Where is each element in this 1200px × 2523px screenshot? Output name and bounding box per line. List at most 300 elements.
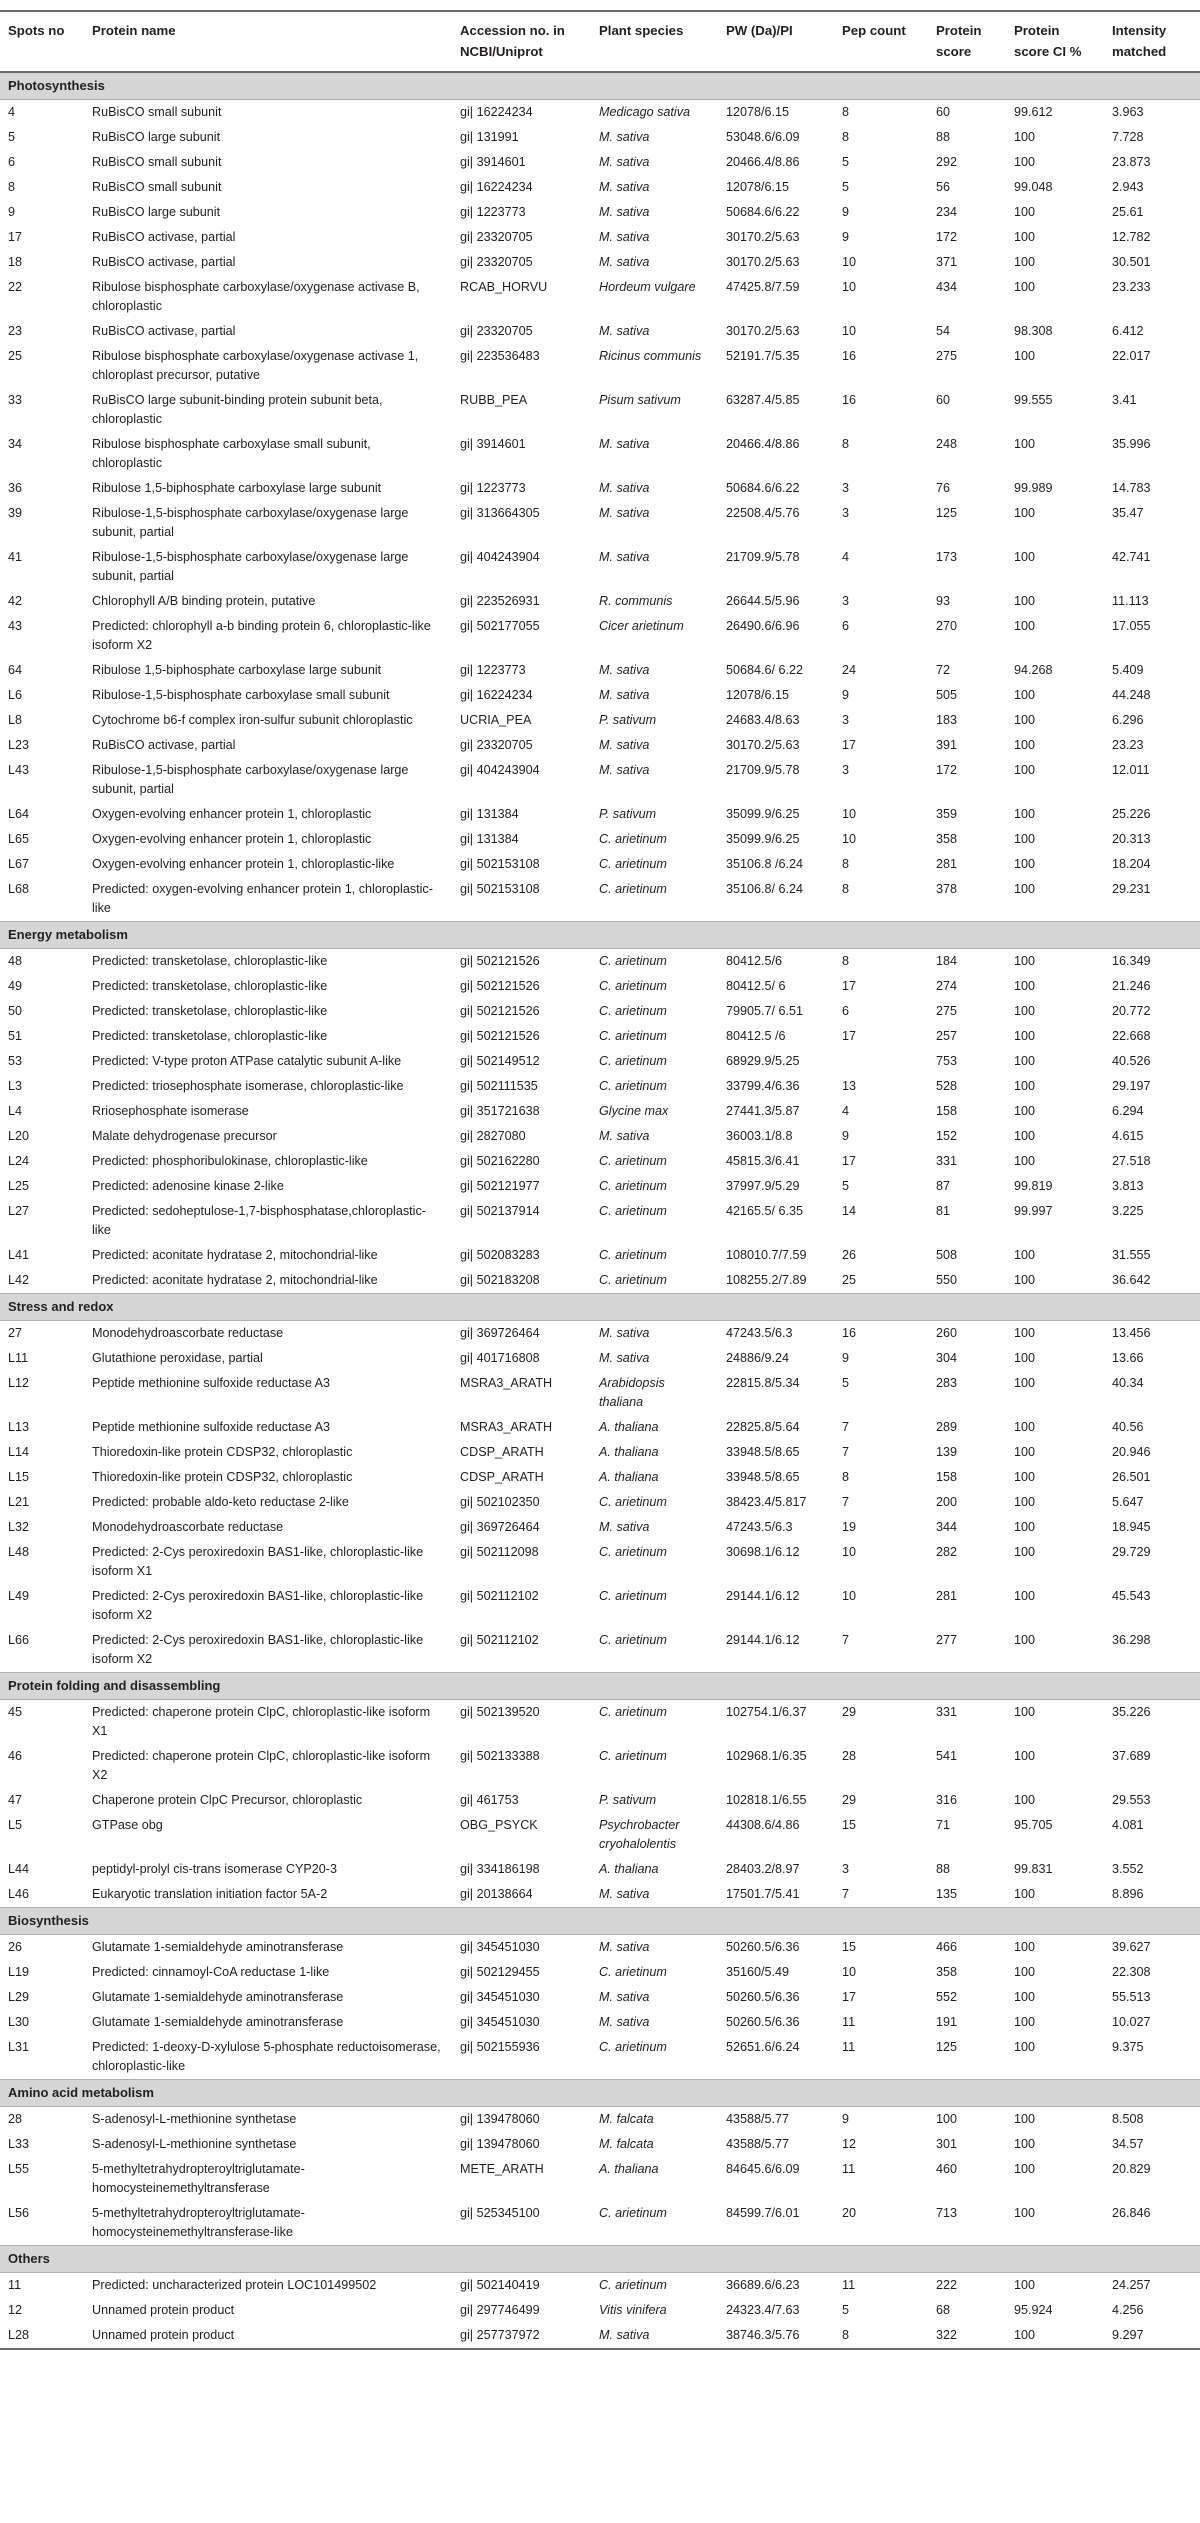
cell-accession: RCAB_HORVU bbox=[460, 280, 548, 294]
cell-spot-no: 12 bbox=[8, 2303, 23, 2317]
cell-pep-count: 11 bbox=[842, 2278, 856, 2292]
cell-score-ci: 100 bbox=[1014, 1990, 1036, 2004]
cell-protein-score: 72 bbox=[936, 663, 951, 677]
cell-intensity: 42.741 bbox=[1112, 550, 1151, 564]
cell-score-ci: 100 bbox=[1014, 1004, 1036, 1018]
cell-pep-count: 8 bbox=[842, 1470, 850, 1484]
cell-protein-score: 183 bbox=[936, 713, 958, 727]
cell-protein-name: Ribulose 1,5-biphosphate carboxylase large subunit bbox=[92, 481, 382, 495]
cell-accession: gi| 351721638 bbox=[460, 1104, 540, 1118]
table-row bbox=[0, 1584, 1200, 1628]
cell-score-ci: 100 bbox=[1014, 1705, 1036, 1719]
cell-score-ci: 100 bbox=[1014, 280, 1036, 294]
cell-protein-name: Predicted: transketolase, chloroplastic-like bbox=[92, 954, 328, 968]
cell-spot-no: L48 bbox=[8, 1545, 30, 1559]
cell-score-ci: 100 bbox=[1014, 2137, 1036, 2151]
cell-pw-pi: 47243.5/6.3 bbox=[726, 1326, 793, 1340]
table-row bbox=[0, 344, 1200, 388]
cell-score-ci: 95.924 bbox=[1014, 2303, 1053, 2317]
cell-protein-score: 173 bbox=[936, 550, 958, 564]
cell-spot-no: L67 bbox=[8, 857, 30, 871]
cell-pw-pi: 30170.2/5.63 bbox=[726, 230, 800, 244]
cell-accession: gi| 404243904 bbox=[460, 763, 540, 777]
cell-plant-species: C. arietinum bbox=[599, 1179, 667, 1193]
cell-plant-species: C. arietinum bbox=[599, 1248, 667, 1262]
cell-plant-species: M. sativa bbox=[599, 437, 650, 451]
cell-intensity: 26.846 bbox=[1112, 2206, 1151, 2220]
cell-pep-count: 14 bbox=[842, 1204, 857, 1218]
cell-score-ci: 100 bbox=[1014, 1326, 1036, 1340]
cell-spot-no: L14 bbox=[8, 1445, 30, 1459]
cell-protein-score: 191 bbox=[936, 2015, 958, 2029]
cell-accession: gi| 502121977 bbox=[460, 1179, 540, 1193]
cell-protein-score: 331 bbox=[936, 1154, 958, 1168]
table-body bbox=[0, 72, 1200, 2349]
cell-pw-pi: 24683.4/8.63 bbox=[726, 713, 800, 727]
cell-pep-count: 6 bbox=[842, 1004, 850, 1018]
section-row bbox=[0, 1673, 1200, 1700]
cell-score-ci: 100 bbox=[1014, 1445, 1036, 1459]
cell-pw-pi: 50260.5/6.36 bbox=[726, 2015, 800, 2029]
section-row bbox=[0, 72, 1200, 100]
cell-spot-no: L29 bbox=[8, 1990, 30, 2004]
table-row bbox=[0, 658, 1200, 683]
cell-protein-score: 275 bbox=[936, 349, 958, 363]
section-title: Others bbox=[0, 2246, 1200, 2273]
cell-pep-count: 4 bbox=[842, 1104, 850, 1118]
cell-protein-name: Thioredoxin-like protein CDSP32, chloroplastic bbox=[92, 1445, 353, 1459]
cell-protein-score: 158 bbox=[936, 1104, 958, 1118]
cell-pep-count: 8 bbox=[842, 437, 850, 451]
cell-plant-species: M. sativa bbox=[599, 481, 650, 495]
cell-accession: MSRA3_ARATH bbox=[460, 1420, 553, 1434]
cell-protein-score: 434 bbox=[936, 280, 958, 294]
cell-protein-name: Rriosephosphate isomerase bbox=[92, 1104, 249, 1118]
cell-score-ci: 100 bbox=[1014, 205, 1036, 219]
cell-protein-name: Predicted: uncharacterized protein LOC101499502 bbox=[92, 2278, 377, 2292]
cell-protein-name: Malate dehydrogenase precursor bbox=[92, 1129, 277, 1143]
cell-spot-no: 45 bbox=[8, 1705, 23, 1719]
table-row bbox=[0, 877, 1200, 922]
cell-protein-score: 371 bbox=[936, 255, 958, 269]
cell-protein-name: Monodehydroascorbate reductase bbox=[92, 1520, 284, 1534]
table-row bbox=[0, 1935, 1200, 1961]
cell-pep-count: 3 bbox=[842, 506, 850, 520]
cell-protein-name: RuBisCO activase, partial bbox=[92, 324, 236, 338]
cell-protein-score: 550 bbox=[936, 1273, 958, 1287]
cell-intensity: 14.783 bbox=[1112, 481, 1151, 495]
cell-spot-no: L49 bbox=[8, 1589, 30, 1603]
cell-score-ci: 100 bbox=[1014, 1940, 1036, 1954]
cell-pep-count: 5 bbox=[842, 155, 850, 169]
cell-plant-species: C. arietinum bbox=[599, 979, 667, 993]
cell-intensity: 5.647 bbox=[1112, 1495, 1144, 1509]
cell-plant-species: C. arietinum bbox=[599, 1029, 667, 1043]
cell-spot-no: L20 bbox=[8, 1129, 30, 1143]
cell-protein-name: Predicted: transketolase, chloroplastic-like bbox=[92, 1004, 328, 1018]
cell-protein-name: RuBisCO activase, partial bbox=[92, 738, 236, 752]
table-row bbox=[0, 2035, 1200, 2080]
cell-protein-name: S-adenosyl-L-methionine synthetase bbox=[92, 2112, 297, 2126]
cell-intensity: 35.996 bbox=[1112, 437, 1151, 451]
cell-pw-pi: 38746.3/5.76 bbox=[718, 2323, 834, 2349]
cell-plant-species: A. thaliana bbox=[599, 2162, 659, 2176]
cell-protein-name: Unnamed protein product bbox=[92, 2303, 235, 2317]
section-title: Amino acid metabolism bbox=[0, 2080, 1200, 2107]
cell-protein-name: 5-methyltetrahydropteroyltriglutamate-homocysteinemethyltransferase bbox=[92, 2162, 305, 2195]
cell-spot-no: 48 bbox=[8, 954, 23, 968]
cell-spot-no: 49 bbox=[8, 979, 23, 993]
cell-protein-name: GTPase obg bbox=[92, 1818, 163, 1832]
cell-pep-count: 11 bbox=[842, 2015, 856, 2029]
cell-pw-pi: 108255.2/7.89 bbox=[726, 1273, 807, 1287]
cell-accession: gi| 334186198 bbox=[460, 1862, 540, 1876]
cell-accession: gi| 502153108 bbox=[460, 882, 540, 896]
cell-intensity: 23.873 bbox=[1112, 155, 1151, 169]
cell-pw-pi: 47425.8/7.59 bbox=[726, 280, 800, 294]
cell-intensity: 36.642 bbox=[1112, 1273, 1151, 1287]
cell-pep-count: 29 bbox=[842, 1705, 857, 1719]
table-row bbox=[0, 1628, 1200, 1673]
cell-pw-pi: 50260.5/6.36 bbox=[726, 1990, 800, 2004]
cell-plant-species: M. sativa bbox=[599, 1129, 650, 1143]
section-title: Energy metabolism bbox=[0, 922, 1200, 949]
cell-score-ci: 100 bbox=[1014, 1248, 1036, 1262]
cell-pw-pi: 43588/5.77 bbox=[726, 2112, 790, 2126]
table-row bbox=[0, 2298, 1200, 2323]
cell-pw-pi: 43588/5.77 bbox=[726, 2137, 790, 2151]
cell-plant-species: M. sativa bbox=[599, 688, 650, 702]
cell-pw-pi: 30170.2/5.63 bbox=[726, 255, 800, 269]
cell-pep-count: 15 bbox=[842, 1940, 857, 1954]
cell-pw-pi: 33948.5/8.65 bbox=[726, 1470, 800, 1484]
cell-accession: gi| 345451030 bbox=[460, 1940, 540, 1954]
cell-spot-no: L33 bbox=[8, 2137, 30, 2151]
cell-protein-score: 60 bbox=[936, 105, 951, 119]
cell-protein-name: Predicted: 2-Cys peroxiredoxin BAS1-like, chloroplastic-like isoform X2 bbox=[92, 1633, 424, 1666]
section-row bbox=[0, 1908, 1200, 1935]
cell-accession: gi| 461753 bbox=[460, 1793, 519, 1807]
cell-score-ci: 100 bbox=[1014, 713, 1036, 727]
cell-score-ci: 99.555 bbox=[1014, 393, 1053, 407]
cell-accession: METE_ARATH bbox=[460, 2162, 544, 2176]
cell-score-ci: 99.831 bbox=[1014, 1862, 1053, 1876]
cell-plant-species: M. sativa bbox=[599, 738, 650, 752]
cell-score-ci: 98.308 bbox=[1014, 324, 1053, 338]
cell-accession: gi| 502137914 bbox=[460, 1204, 540, 1218]
cell-pep-count: 7 bbox=[842, 1420, 850, 1434]
cell-accession: gi| 131384 bbox=[460, 832, 519, 846]
cell-pw-pi: 22508.4/5.76 bbox=[726, 506, 800, 520]
cell-pw-pi: 35106.8 /6.24 bbox=[726, 857, 804, 871]
cell-score-ci: 100 bbox=[1006, 2323, 1104, 2349]
cell-plant-species: Medicago sativa bbox=[599, 105, 691, 119]
cell-protein-name: peptidyl-prolyl cis-trans isomerase CYP20-3 bbox=[92, 1862, 337, 1876]
cell-protein-score: 283 bbox=[936, 1376, 958, 1390]
cell-accession: gi| 223536483 bbox=[460, 349, 540, 363]
cell-intensity: 35.47 bbox=[1112, 506, 1144, 520]
cell-score-ci: 100 bbox=[1014, 1029, 1036, 1043]
cell-accession: gi| 16224234 bbox=[460, 688, 533, 702]
cell-spot-no: 53 bbox=[8, 1054, 23, 1068]
cell-protein-score: 289 bbox=[936, 1420, 958, 1434]
cell-pep-count: 9 bbox=[842, 688, 850, 702]
cell-accession: gi| 502121526 bbox=[460, 1004, 540, 1018]
table-row bbox=[0, 1049, 1200, 1074]
section-row bbox=[0, 1294, 1200, 1321]
cell-pep-count: 8 bbox=[842, 882, 850, 896]
cell-accession: gi| 2827080 bbox=[460, 1129, 526, 1143]
cell-intensity: 40.526 bbox=[1112, 1054, 1151, 1068]
cell-score-ci: 100 bbox=[1014, 1749, 1036, 1763]
table-row bbox=[0, 1174, 1200, 1199]
cell-protein-score: 316 bbox=[936, 1793, 958, 1807]
cell-pep-count: 4 bbox=[842, 550, 850, 564]
cell-pw-pi: 27441.3/5.87 bbox=[726, 1104, 800, 1118]
cell-pw-pi: 68929.9/5.25 bbox=[726, 1054, 800, 1068]
cell-spot-no: L21 bbox=[8, 1495, 30, 1509]
cell-pw-pi: 80412.5/6 bbox=[726, 954, 783, 968]
cell-score-ci: 99.612 bbox=[1014, 105, 1053, 119]
cell-score-ci: 100 bbox=[1014, 1965, 1036, 1979]
table-row bbox=[0, 250, 1200, 275]
cell-plant-species: M. sativa bbox=[599, 1990, 650, 2004]
table-row bbox=[0, 200, 1200, 225]
cell-intensity: 6.294 bbox=[1112, 1104, 1144, 1118]
cell-plant-species: C. arietinum bbox=[599, 954, 667, 968]
cell-score-ci: 100 bbox=[1014, 619, 1036, 633]
cell-intensity: 25.226 bbox=[1112, 807, 1151, 821]
cell-protein-score: 152 bbox=[936, 1129, 958, 1143]
cell-intensity: 9.297 bbox=[1104, 2323, 1200, 2349]
cell-accession: gi| 502121526 bbox=[460, 979, 540, 993]
cell-accession: UCRIA_PEA bbox=[460, 713, 532, 727]
cell-pep-count: 10 bbox=[842, 280, 857, 294]
cell-spot-no: L55 bbox=[8, 2162, 30, 2176]
cell-protein-score: 753 bbox=[936, 1054, 958, 1068]
table-row bbox=[0, 1243, 1200, 1268]
cell-protein-name: Predicted: cinnamoyl-CoA reductase 1-like bbox=[92, 1965, 330, 1979]
cell-intensity: 39.627 bbox=[1112, 1940, 1151, 1954]
cell-spot-no: 25 bbox=[8, 349, 23, 363]
cell-accession: gi| 1223773 bbox=[460, 481, 526, 495]
cell-protein-score: 248 bbox=[936, 437, 958, 451]
cell-score-ci: 100 bbox=[1014, 2278, 1036, 2292]
cell-pep-count: 9 bbox=[842, 1129, 850, 1143]
cell-intensity: 29.231 bbox=[1112, 882, 1151, 896]
table-row bbox=[0, 1857, 1200, 1882]
cell-intensity: 18.204 bbox=[1112, 857, 1151, 871]
cell-intensity: 35.226 bbox=[1112, 1705, 1151, 1719]
cell-intensity: 2.943 bbox=[1112, 180, 1144, 194]
cell-plant-species: M. sativa bbox=[599, 550, 650, 564]
section-title: Photosynthesis bbox=[0, 72, 1200, 100]
cell-pep-count: 9 bbox=[842, 230, 850, 244]
cell-pep-count: 17 bbox=[842, 1029, 857, 1043]
cell-pw-pi: 35099.9/6.25 bbox=[726, 807, 800, 821]
cell-protein-name: Ribulose 1,5-biphosphate carboxylase large subunit bbox=[92, 663, 382, 677]
cell-pw-pi: 20466.4/8.86 bbox=[726, 155, 800, 169]
cell-pep-count: 25 bbox=[842, 1273, 857, 1287]
cell-protein-name: Predicted: chaperone protein ClpC, chloroplastic-like isoform X1 bbox=[92, 1705, 431, 1738]
cell-score-ci: 100 bbox=[1014, 2015, 1036, 2029]
cell-accession: RUBB_PEA bbox=[460, 393, 528, 407]
cell-accession: gi| 1223773 bbox=[460, 205, 526, 219]
cell-pw-pi: 50684.6/6.22 bbox=[726, 481, 800, 495]
cell-protein-score: 528 bbox=[936, 1079, 958, 1093]
cell-accession: gi| 502112102 bbox=[460, 1633, 539, 1647]
cell-score-ci: 100 bbox=[1014, 857, 1036, 871]
cell-spot-no: L4 bbox=[8, 1104, 23, 1118]
cell-plant-species: A. thaliana bbox=[599, 1420, 659, 1434]
table-row bbox=[0, 614, 1200, 658]
cell-plant-species: C. arietinum bbox=[599, 1204, 667, 1218]
cell-intensity: 9.375 bbox=[1112, 2040, 1144, 2054]
table-row bbox=[0, 2107, 1200, 2133]
cell-plant-species: M. sativa bbox=[599, 1887, 650, 1901]
cell-protein-score: 304 bbox=[936, 1351, 958, 1365]
table-row bbox=[0, 1540, 1200, 1584]
cell-protein-name: Predicted: sedoheptulose-1,7-bisphosphatase,chloroplastic-like bbox=[92, 1204, 426, 1237]
cell-protein-name: Predicted: oxygen-evolving enhancer protein 1, chloroplastic-like bbox=[92, 882, 433, 915]
cell-pep-count: 11 bbox=[842, 2040, 856, 2054]
header-pw-pi: PW (Da)/PI bbox=[718, 11, 834, 72]
table-row bbox=[0, 708, 1200, 733]
cell-pw-pi: 52191.7/5.35 bbox=[726, 349, 800, 363]
cell-plant-species: M. sativa bbox=[599, 1520, 650, 1534]
cell-protein-score: 88 bbox=[936, 1862, 951, 1876]
cell-pep-count: 17 bbox=[842, 979, 857, 993]
cell-accession: gi| 297746499 bbox=[460, 2303, 540, 2317]
cell-protein-name: Chaperone protein ClpC Precursor, chloroplastic bbox=[92, 1793, 363, 1807]
cell-intensity: 3.225 bbox=[1112, 1204, 1144, 1218]
cell-spot-no: L46 bbox=[8, 1887, 30, 1901]
cell-protein-name: Predicted: aconitate hydratase 2, mitochondrial-like bbox=[92, 1273, 378, 1287]
cell-protein-score: 184 bbox=[936, 954, 958, 968]
cell-pw-pi: 53048.6/6.09 bbox=[726, 130, 800, 144]
cell-score-ci: 100 bbox=[1014, 979, 1036, 993]
cell-accession: gi| 20138664 bbox=[460, 1887, 533, 1901]
cell-accession: gi| 345451030 bbox=[460, 1990, 540, 2004]
cell-accession: gi| 16224234 bbox=[460, 180, 533, 194]
cell-plant-species: C. arietinum bbox=[599, 832, 667, 846]
cell-spot-no: L28 bbox=[0, 2323, 84, 2349]
cell-intensity: 8.896 bbox=[1112, 1887, 1144, 1901]
cell-plant-species: M. sativa bbox=[599, 1351, 650, 1365]
cell-protein-name: Predicted: chaperone protein ClpC, chloroplastic-like isoform X2 bbox=[92, 1749, 431, 1782]
table-row bbox=[0, 1700, 1200, 1745]
cell-intensity: 40.56 bbox=[1112, 1420, 1144, 1434]
cell-protein-name: Unnamed protein product bbox=[84, 2323, 452, 2349]
cell-pw-pi: 44308.6/4.86 bbox=[726, 1818, 800, 1832]
cell-pw-pi: 37997.9/5.29 bbox=[726, 1179, 800, 1193]
cell-protein-score: 277 bbox=[936, 1633, 958, 1647]
cell-spot-no: L68 bbox=[8, 882, 30, 896]
cell-plant-species: C. arietinum bbox=[599, 1705, 667, 1719]
cell-pw-pi: 36689.6/6.23 bbox=[726, 2278, 800, 2292]
cell-spot-no: 6 bbox=[8, 155, 16, 169]
cell-intensity: 25.61 bbox=[1112, 205, 1144, 219]
cell-protein-name: Oxygen-evolving enhancer protein 1, chloroplastic bbox=[92, 832, 372, 846]
cell-protein-score: 68 bbox=[936, 2303, 951, 2317]
cell-accession: gi| 23320705 bbox=[460, 324, 533, 338]
cell-spot-no: L23 bbox=[8, 738, 30, 752]
cell-intensity: 10.027 bbox=[1112, 2015, 1151, 2029]
cell-accession: gi| 502155936 bbox=[460, 2040, 540, 2054]
table-row bbox=[0, 589, 1200, 614]
cell-pw-pi: 79905.7/ 6.51 bbox=[726, 1004, 804, 1018]
cell-protein-name: Ribulose-1,5-bisphosphate carboxylase small subunit bbox=[92, 688, 390, 702]
cell-accession: CDSP_ARATH bbox=[460, 1470, 544, 1484]
cell-plant-species: C. arietinum bbox=[599, 1004, 667, 1018]
table-row bbox=[0, 1515, 1200, 1540]
cell-protein-score: 100 bbox=[936, 2112, 958, 2126]
cell-score-ci: 100 bbox=[1014, 1376, 1036, 1390]
cell-pep-count: 17 bbox=[842, 738, 857, 752]
cell-protein-name: Predicted: transketolase, chloroplastic-like bbox=[92, 1029, 328, 1043]
cell-pep-count: 16 bbox=[842, 393, 857, 407]
cell-accession: gi| 3914601 bbox=[460, 155, 526, 169]
cell-plant-species: Arabidopsis thaliana bbox=[599, 1376, 665, 1409]
cell-plant-species: M. sativa bbox=[599, 1940, 650, 1954]
table-row bbox=[0, 1440, 1200, 1465]
cell-protein-name: Cytochrome b6-f complex iron-sulfur subunit chloroplastic bbox=[92, 713, 413, 727]
cell-pw-pi: 35099.9/6.25 bbox=[726, 832, 800, 846]
cell-protein-name: Oxygen-evolving enhancer protein 1, chloroplastic bbox=[92, 807, 372, 821]
table-row bbox=[0, 1321, 1200, 1347]
cell-pw-pi: 35160/5.49 bbox=[726, 1965, 790, 1979]
cell-intensity: 3.963 bbox=[1112, 105, 1144, 119]
table-row bbox=[0, 501, 1200, 545]
cell-protein-score: 56 bbox=[936, 180, 951, 194]
cell-plant-species: C. arietinum bbox=[599, 1589, 667, 1603]
cell-pep-count: 6 bbox=[842, 619, 850, 633]
cell-pep-count: 16 bbox=[842, 1326, 857, 1340]
table-row bbox=[0, 827, 1200, 852]
cell-pw-pi: 38423.4/5.817 bbox=[726, 1495, 807, 1509]
cell-pw-pi: 29144.1/6.12 bbox=[726, 1589, 800, 1603]
cell-accession: CDSP_ARATH bbox=[460, 1445, 544, 1459]
cell-protein-name: Monodehydroascorbate reductase bbox=[92, 1326, 284, 1340]
cell-score-ci: 100 bbox=[1014, 954, 1036, 968]
cell-accession: gi| 223526931 bbox=[460, 594, 540, 608]
cell-plant-species: M. sativa bbox=[599, 324, 650, 338]
cell-protein-name: Thioredoxin-like protein CDSP32, chloroplastic bbox=[92, 1470, 353, 1484]
cell-intensity: 20.946 bbox=[1112, 1445, 1151, 1459]
cell-pw-pi: 30170.2/5.63 bbox=[726, 738, 800, 752]
cell-score-ci: 100 bbox=[1014, 2162, 1036, 2176]
cell-score-ci: 100 bbox=[1014, 255, 1036, 269]
cell-intensity: 45.543 bbox=[1112, 1589, 1151, 1603]
cell-protein-score: 234 bbox=[936, 205, 958, 219]
table-row bbox=[0, 175, 1200, 200]
cell-plant-species: C. arietinum bbox=[599, 1495, 667, 1509]
cell-plant-species: M. sativa bbox=[599, 180, 650, 194]
cell-pw-pi: 52651.6/6.24 bbox=[726, 2040, 800, 2054]
cell-score-ci: 100 bbox=[1014, 230, 1036, 244]
cell-spot-no: 26 bbox=[8, 1940, 23, 1954]
cell-accession: gi| 369726464 bbox=[460, 1520, 540, 1534]
cell-protein-name: RuBisCO small subunit bbox=[92, 180, 222, 194]
cell-accession: OBG_PSYCK bbox=[460, 1818, 538, 1832]
cell-spot-no: 36 bbox=[8, 481, 23, 495]
cell-protein-score: 281 bbox=[936, 1589, 958, 1603]
cell-score-ci: 99.989 bbox=[1014, 481, 1053, 495]
cell-accession: gi| 139478060 bbox=[460, 2137, 540, 2151]
cell-protein-name: 5-methyltetrahydropteroyltriglutamate-homocysteinemethyltransferase-like bbox=[92, 2206, 305, 2239]
section-row bbox=[0, 2246, 1200, 2273]
cell-intensity: 12.011 bbox=[1112, 763, 1150, 777]
